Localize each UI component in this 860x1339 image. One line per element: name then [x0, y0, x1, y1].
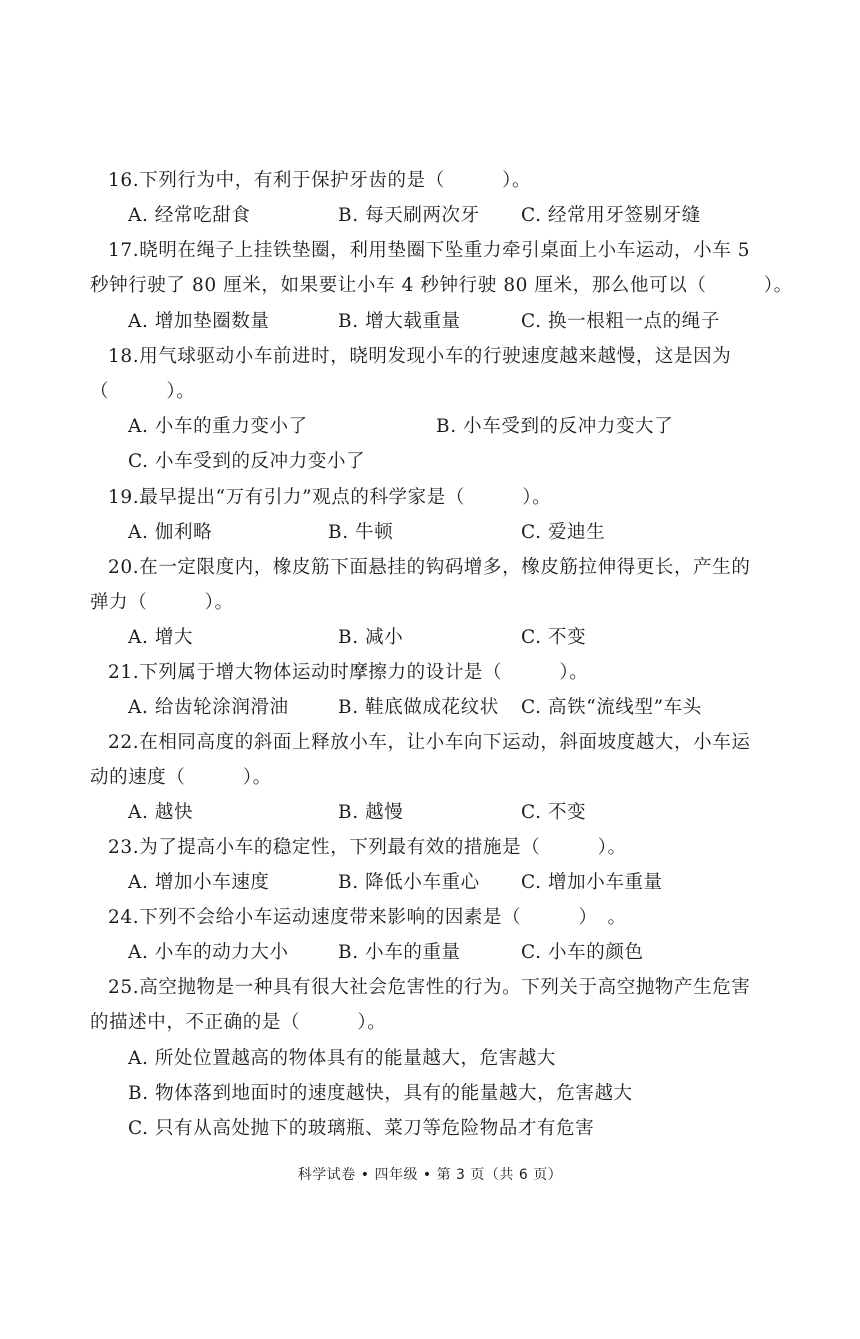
- question-18-options-row-1: [128, 409, 828, 444]
- option-a: A. 增加小车速度: [128, 872, 270, 893]
- question-21-options: [128, 690, 828, 725]
- option-a: A. 增加垫圈数量: [128, 311, 270, 332]
- question-20-stem-line-1: 20.在一定限度内，橡皮筋下面悬挂的钩码增多，橡皮筋拉伸得更长，产生的: [108, 557, 751, 578]
- question-20-stem-line-2: 弹力（ ）。: [90, 592, 234, 613]
- question-19-stem: 19.最早提出“万有引力”观点的科学家是（ ）。: [108, 487, 552, 508]
- option-b: B. 减小: [338, 627, 404, 648]
- question-25-stem-line-2: 的描述中，不正确的是（ ）。: [90, 1012, 387, 1033]
- question-23-stem: 23.为了提高小车的稳定性，下列最有效的措施是（ ）。: [108, 837, 627, 858]
- question-16-options: [128, 198, 828, 233]
- option-c: C. 经常用牙签剔牙缝: [521, 205, 701, 226]
- question-23-options: [128, 865, 828, 900]
- question-21-stem: 21.下列属于增大物体运动时摩擦力的设计是（ ）。: [108, 662, 589, 683]
- option-c: C. 只有从高处抛下的玻璃瓶、菜刀等危险物品才有危害: [128, 1118, 595, 1139]
- page-footer: 科学试卷 • 四年级 • 第 3 页（共 6 页）: [297, 1167, 563, 1183]
- question-20-options: [128, 620, 828, 655]
- option-a: A. 小车的动力大小: [128, 942, 289, 963]
- option-b: B. 牛顿: [328, 522, 394, 543]
- option-a: A. 小车的重力变小了: [128, 416, 308, 437]
- question-22-stem-line-2: 动的速度（ ）。: [90, 767, 272, 788]
- option-c: C. 小车的颜色: [521, 942, 644, 963]
- question-17-stem-line-2: 秒钟行驶了 80 厘米，如果要让小车 4 秒钟行驶 80 厘米，那么他可以（ ）。: [90, 275, 793, 296]
- question-24-options: [128, 935, 828, 970]
- question-25-stem-line-1: 25.高空抛物是一种具有很大社会危害性的行为。下列关于高空抛物产生危害: [108, 977, 751, 998]
- question-19-options: [128, 515, 828, 550]
- option-a: A. 所处位置越高的物体具有的能量越大，危害越大: [128, 1048, 557, 1069]
- question-17-options: [128, 304, 828, 339]
- option-b: B. 越慢: [338, 802, 404, 823]
- option-b: B. 物体落到地面时的速度越快，具有的能量越大，危害越大: [128, 1083, 633, 1104]
- question-18-stem-line-1: 18.用气球驱动小车前进时，晓明发现小车的行驶速度越来越慢，这是因为: [108, 346, 732, 367]
- question-18-stem-line-2: （ ）。: [90, 381, 196, 402]
- option-b: B. 增大载重量: [338, 311, 461, 332]
- option-b: B. 每天刷两次牙: [338, 205, 480, 226]
- option-c: C. 换一根粗一点的绳子: [521, 311, 720, 332]
- question-22-stem-line-1: 22.在相同高度的斜面上释放小车，让小车向下运动，斜面坡度越大，小车运: [108, 732, 751, 753]
- option-c: C. 不变: [521, 627, 587, 648]
- option-c: C. 高铁“流线型”车头: [521, 697, 702, 718]
- question-16-stem: 16.下列行为中，有利于保护牙齿的是（ ）。: [108, 170, 532, 191]
- question-24-stem: 24.下列不会给小车运动速度带来影响的因素是（ ） 。: [108, 907, 627, 928]
- option-c: C. 小车受到的反冲力变小了: [128, 451, 366, 472]
- option-b: B. 小车受到的反冲力变大了: [436, 416, 674, 437]
- option-c: C. 增加小车重量: [521, 872, 663, 893]
- question-22-options: [128, 795, 828, 830]
- option-a: A. 经常吃甜食: [128, 205, 251, 226]
- option-a: A. 增大: [128, 627, 194, 648]
- option-b: B. 鞋底做成花纹状: [338, 697, 499, 718]
- option-b: B. 降低小车重心: [338, 872, 480, 893]
- option-c: C. 不变: [521, 802, 587, 823]
- option-a: A. 越快: [128, 802, 194, 823]
- option-a: A. 给齿轮涂润滑油: [128, 697, 289, 718]
- option-b: B. 小车的重量: [338, 942, 461, 963]
- option-c: C. 爱迪生: [521, 522, 606, 543]
- option-a: A. 伽利略: [128, 522, 213, 543]
- question-17-stem-line-1: 17.晓明在绳子上挂铁垫圈，利用垫圈下坠重力牵引桌面上小车运动，小车 5: [108, 240, 751, 261]
